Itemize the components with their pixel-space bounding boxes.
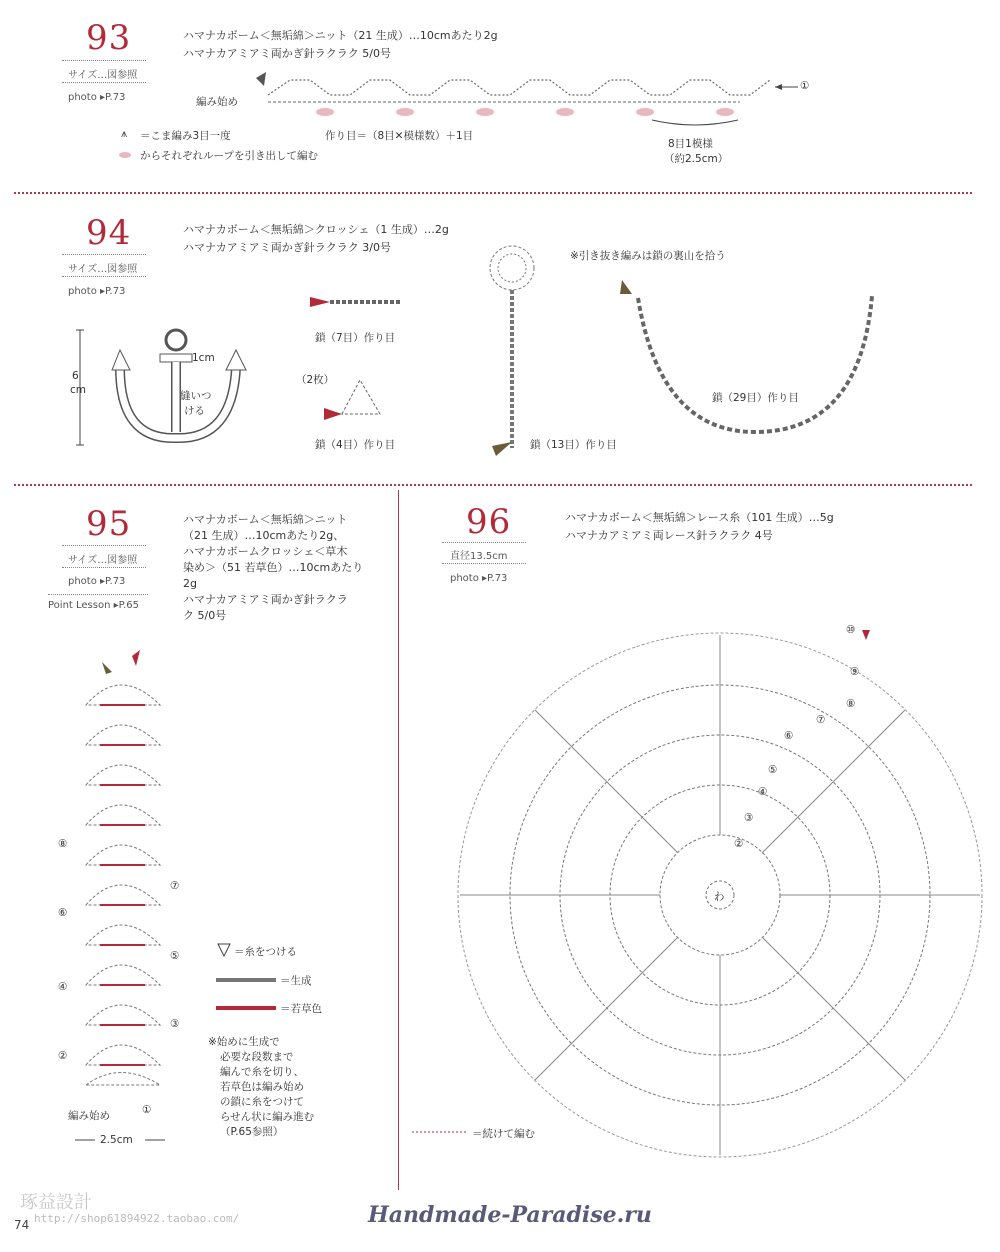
photo-ref: photo ▸P.73	[68, 576, 126, 587]
row-label: ④	[58, 981, 68, 993]
note-line: 若草色は編み始め	[220, 1081, 304, 1093]
row-label: ⑦	[170, 880, 180, 892]
size-ref: サイズ…図参照	[68, 70, 138, 81]
material-line: ク 5/0号	[183, 609, 227, 622]
yarn-line: ハマナカボーム＜無垢綿＞クロッシェ（1 生成）…2g	[183, 223, 449, 236]
material-line: ハマナカアミアミ両かぎ針ラクラ	[183, 593, 348, 606]
svg-text:⩚: ⩚	[121, 127, 128, 140]
note-line: の鎖に糸をつけて	[220, 1096, 304, 1108]
diameter: 直径13.5cm	[450, 551, 508, 562]
photo-ref: photo ▸P.73	[68, 286, 126, 297]
site-watermark: Handmade-Paradise.ru	[368, 1202, 652, 1228]
row-label: ①	[142, 1104, 152, 1116]
chain29-label: 鎖（29目）作り目	[712, 392, 799, 404]
row-label: ③	[170, 1018, 180, 1030]
yarn-line: ハマナカボーム＜無垢綿＞レース糸（101 生成）…5g	[565, 511, 834, 524]
row-label: ②	[58, 1050, 68, 1062]
note-line: （P.65参照）	[220, 1126, 284, 1138]
point-lesson: Point Lesson ▸P.65	[48, 600, 140, 611]
sew-label-a: 縫いつ	[180, 390, 212, 402]
two-pieces: （2枚）	[296, 374, 335, 386]
chain7-label: 鎖（7目）作り目	[315, 332, 396, 344]
row-label: ⑥	[58, 907, 68, 919]
start-label: 編み始め	[196, 96, 238, 108]
round-label: ⑤	[768, 764, 778, 776]
row-marker: ①	[800, 80, 810, 92]
photo-ref: photo ▸P.73	[68, 92, 126, 103]
slip-note: ※引き抜き編みは鎖の裏山を拾う	[570, 250, 726, 262]
round-label: ⑧	[846, 698, 856, 710]
sew-label-b: ける	[184, 405, 205, 417]
pattern-number-96: 96	[466, 502, 512, 542]
round-label: ⑨	[850, 666, 860, 678]
shop-watermark: 琢益設計	[20, 1192, 92, 1213]
material-line: ハマナカボームクロッシェ＜草木	[183, 545, 348, 558]
round-label: ③	[744, 812, 754, 824]
note-line: 必要な段数まで	[220, 1051, 294, 1063]
repeat-label: 8目1模様	[668, 138, 713, 150]
pattern-number-95: 95	[86, 504, 132, 544]
size-ref: サイズ…図参照	[68, 264, 138, 275]
photo-ref: photo ▸P.73	[450, 573, 508, 584]
legend-dec: ＝こま編み3目一度	[140, 130, 231, 142]
legend-loop: からそれぞれループを引き出して編む	[140, 150, 318, 162]
foundation-formula: 作り目＝（8目✕模様数）＋1目	[325, 130, 474, 142]
row-label: ⑧	[58, 838, 68, 850]
round-label: ⑦	[816, 714, 826, 726]
material-line: 染め＞（51 若草色）…10cmあたり	[183, 561, 364, 574]
height-num: 6	[72, 370, 79, 382]
center-ring: わ	[714, 891, 725, 903]
shop-url: http://shop61894922.taobao.com/	[34, 1212, 240, 1225]
round-label: ⑥	[784, 730, 794, 742]
height-unit: cm	[70, 384, 87, 396]
size-ref: サイズ…図参照	[68, 555, 138, 566]
material-line: ハマナカボーム＜無垢綿＞ニット	[183, 513, 348, 526]
pattern-number-94: 94	[86, 213, 132, 253]
width-label: 2.5cm	[100, 1134, 133, 1146]
hook-line: ハマナカアミアミ両レース針ラクラク 4号	[565, 529, 773, 542]
repeat-length: （約2.5cm）	[664, 153, 729, 165]
chain4-label: 鎖（4目）作り目	[315, 439, 396, 451]
material-line: 2g	[183, 577, 197, 590]
hook-line: ハマナカアミアミ両かぎ針ラクラク 3/0号	[183, 241, 391, 254]
round-label: ②	[734, 838, 744, 850]
legend-attach: ＝糸をつける	[234, 946, 297, 958]
dim-label: 1cm	[192, 352, 215, 364]
pattern-number-93: 93	[86, 18, 132, 58]
material-line: （21 生成）…10cmあたり2g、	[183, 529, 345, 542]
round-label: ④	[758, 786, 768, 798]
yarn-line: ハマナカボーム＜無垢綿＞ニット（21 生成）…10cmあたり2g	[183, 29, 498, 42]
start-label: 編み始め	[68, 1110, 110, 1122]
chain13-label: 鎖（13目）作り目	[530, 439, 617, 451]
note-line: らせん状に編み進む	[220, 1111, 315, 1123]
continue-note: ＝続けて編む	[472, 1128, 535, 1140]
legend-green: ＝若草色	[280, 1003, 322, 1015]
note-line: ※始めに生成で	[208, 1036, 280, 1048]
hook-line: ハマナカアミアミ両かぎ針ラクラク 5/0号	[183, 47, 391, 60]
note-line: 編んで糸を切り、	[220, 1066, 304, 1078]
legend-natural: ＝生成	[280, 975, 312, 987]
round-label: ⑩	[846, 624, 856, 636]
page-number: 74	[14, 1218, 30, 1232]
row-label: ⑤	[170, 950, 180, 962]
